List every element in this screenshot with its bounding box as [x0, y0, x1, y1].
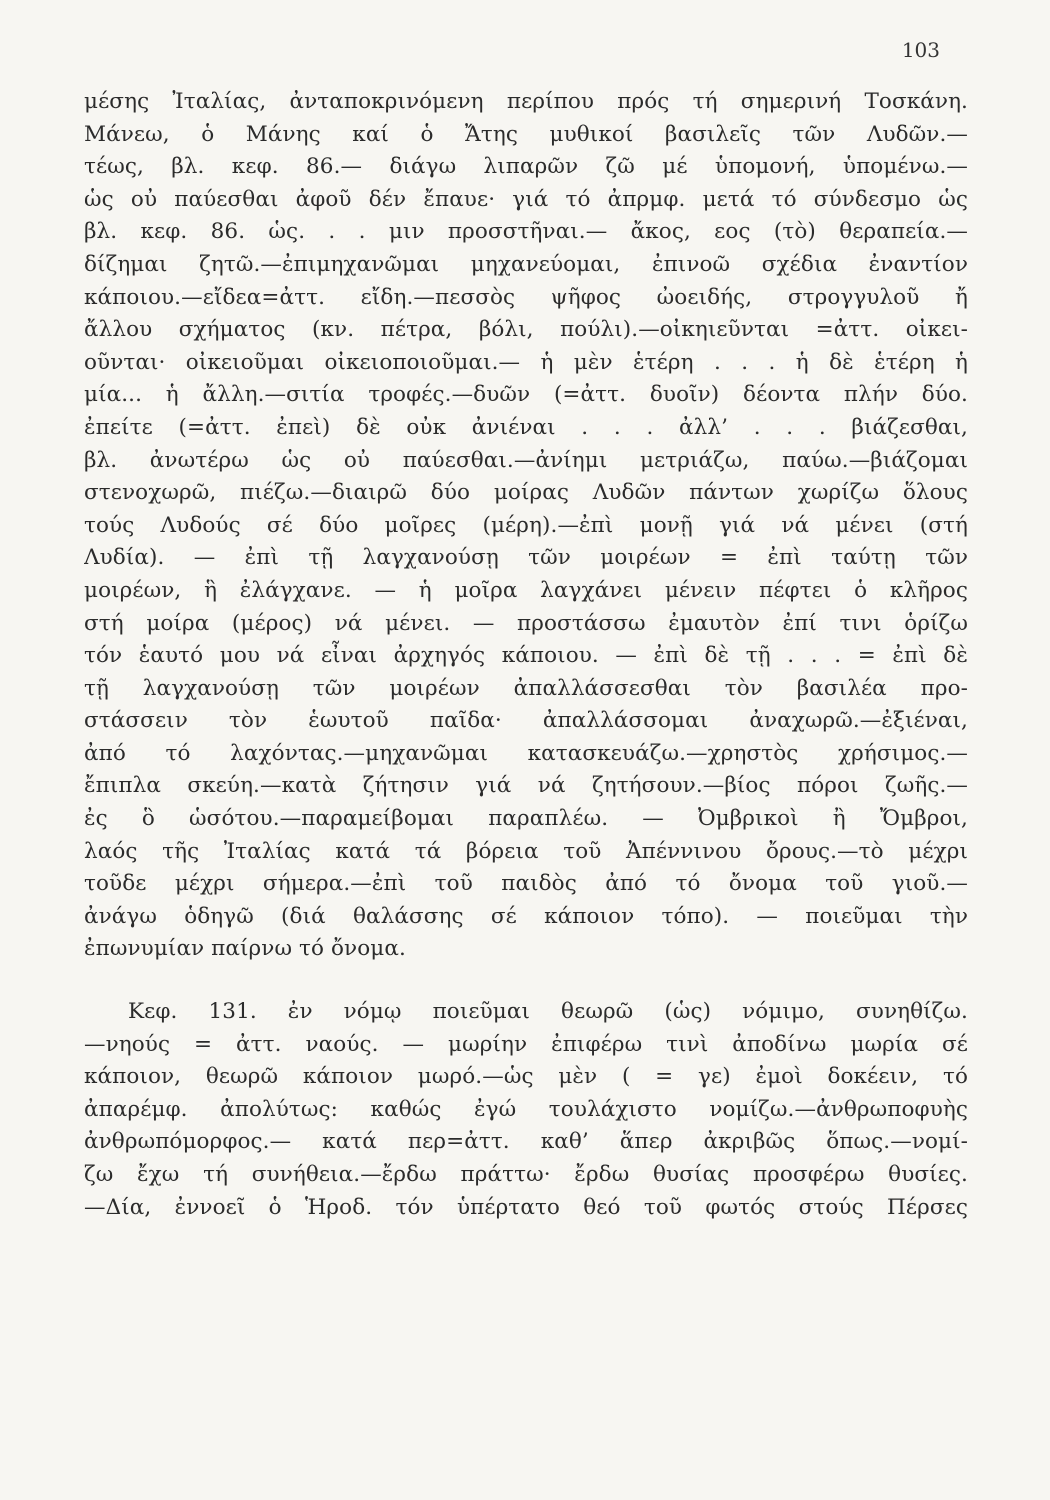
page-number: 103	[901, 38, 940, 62]
text-line: μοιρέων, ἣ ἐλάγχανε. — ἡ μοῖρα λαγχάνει μένειν πέφτει ὁ κλῆρος	[84, 577, 968, 603]
text-line: ὡς οὐ παύεσθαι ἀφοῦ δέν ἔπαυε· γιά τό ἀπρμφ. μετά τό σύνδεσμο ὡς	[84, 186, 968, 212]
commentary-section-1	[84, 86, 968, 966]
text-line: τῇ λαγχανούσῃ τῶν μοιρέων ἀπαλλάσσεσθαι τὸν βασιλέα προ-	[84, 675, 968, 701]
text-line: τόν ἑαυτό μου νά εἶναι ἀρχηγός κάποιου. — ἐπὶ δὲ τῇ . . . = ἐπὶ δὲ	[84, 643, 968, 669]
text-line: ἄλλου σχήματος (κν. πέτρα, βόλι, πούλι).—οἰκηιεῦνται =ἀττ. οἰκει-	[84, 317, 968, 343]
text-line: οῦνται· οἰκειοῦμαι οἰκειοποιοῦμαι.— ἡ μὲν ἑτέρη . . . ἡ δὲ ἑτέρη ἡ	[84, 349, 968, 375]
text-line: ἀπαρέμφ. ἀπολύτως: καθώς ἐγώ τουλάχιστο νομίζω.—ἀνθρωποφυὴς	[84, 1096, 968, 1122]
text-line: ἐπείτε (=ἀττ. ἐπεὶ) δὲ οὐκ ἀνιέναι . . . ἀλλ’ . . . βιάζεσθαι,	[84, 414, 968, 440]
text-line: ἐπωνυμίαν παίρνω τό ὄνομα.	[84, 936, 406, 962]
text-line: τέως, βλ. κεφ. 86.— διάγω λιπαρῶν ζῶ μέ ὑπομονή, ὑπομένω.—	[84, 154, 968, 180]
text-line: στή μοίρα (μέρος) νά μένει. — προστάσσω ἐμαυτὸν ἐπί τινι ὁρίζω	[84, 610, 968, 636]
text-line: Μάνεω, ὁ Μάνης καί ὁ Ἄτης μυθικοί βασιλεῖς τῶν Λυδῶν.—	[84, 121, 968, 147]
text-line: ἀνθρωπόμορφος.— κατά περ=ἀττ. καθ’ ἅπερ ἀκριβῶς ὅπως.—νομί-	[84, 1129, 968, 1155]
text-line: μία... ἡ ἄλλη.—σιτία τροφές.—δυῶν (=ἀττ. δυοῖν) δέοντα πλήν δύο.	[84, 382, 968, 408]
text-line: ἀνάγω ὁδηγῶ (διά θαλάσσης σέ κάποιον τόπο). — ποιεῦμαι τὴν	[84, 903, 968, 929]
text-line: ζω ἔχω τή συνήθεια.—ἔρδω πράττω· ἔρδω θυσίας προσφέρω θυσίες.	[84, 1162, 968, 1187]
text-line: στάσσειν τὸν ἑωυτοῦ παῖδα· ἀπαλλάσσομαι ἀναχωρῶ.—ἐξιέναι,	[84, 708, 968, 734]
text-line: δίζημαι ζητῶ.—ἐπιμηχανῶμαι μηχανεύομαι, ἐπινοῶ σχέδια ἐναντίον	[84, 251, 968, 277]
text-line: βλ. κεφ. 86. ὡς. . . μιν προσστῆναι.— ἄκος, εος (τὸ) θεραπεία.—	[84, 219, 968, 245]
text-line: ἐς ὃ ὡσότου.—παραμείβομαι παραπλέω. — Ὀμβρικοὶ ἢ Ὄμβροι,	[84, 806, 968, 832]
text-line: στενοχωρῶ, πιέζω.—διαιρῶ δύο μοίρας Λυδῶν πάντων χωρίζω ὅλους	[84, 480, 968, 506]
text-line: τοῦδε μέχρι σήμερα.—ἐπὶ τοῦ παιδὸς ἀπό τό ὄνομα τοῦ γιοῦ.—	[84, 871, 968, 897]
text-line: τούς Λυδούς σέ δύο μοῖρες (μέρη).—ἐπὶ μονῇ γιά νά μένει (στή	[84, 512, 968, 538]
text-line: κάποιον, θεωρῶ κάποιον μωρό.—ὡς μὲν ( = γε) ἐμοὶ δοκέειν, τό	[84, 1064, 968, 1090]
text-line: λαός τῆς Ἰταλίας κατά τά βόρεια τοῦ Ἀπέννινου ὄρους.—τὸ μέχρι	[84, 838, 968, 864]
chapter-heading-line: Κεφ. 131. ἐν νόμῳ ποιεῦμαι θεωρῶ (ὡς) νόμιμο, συνηθίζω.	[128, 999, 968, 1025]
text-line: μέσης Ἰταλίας, ἀνταποκρινόμενη περίπου πρός τή σημερινή Τοσκάνη.	[84, 89, 968, 114]
text-line: Λυδία). — ἐπὶ τῇ λαγχανούσῃ τῶν μοιρέων = ἐπὶ ταύτῃ τῶν	[84, 545, 968, 571]
text-line: ἀπό τό λαχόντας.—μηχανῶμαι κατασκευάζω.—χρηστὸς χρήσιμος.—	[84, 740, 968, 766]
text-line: —νηούς = ἀττ. ναούς. — μωρίην ἐπιφέρω τινὶ ἀποδίνω μωρία σέ	[84, 1031, 968, 1057]
text-line: βλ. ἀνωτέρω ὡς οὐ παύεσθαι.—ἀνίημι μετριάζω, παύω.—βιάζομαι	[84, 447, 968, 473]
text-line: ἔπιπλα σκεύη.—κατὰ ζήτησιν γιά νά ζητήσουν.—βίος πόροι ζωῆς.—	[84, 773, 968, 799]
page-body	[84, 86, 968, 1224]
commentary-section-2	[84, 996, 968, 1224]
text-line: —Δία, ἐννοεῖ ὁ Ἡροδ. τόν ὑπέρτατο θεό τοῦ φωτός στούς Πέρσες	[84, 1194, 968, 1220]
text-line: κάποιου.—εἴδεα=ἀττ. εἴδη.—πεσσὸς ψῆφος ὠοειδής, στρογγυλοῦ ἤ	[84, 284, 968, 310]
